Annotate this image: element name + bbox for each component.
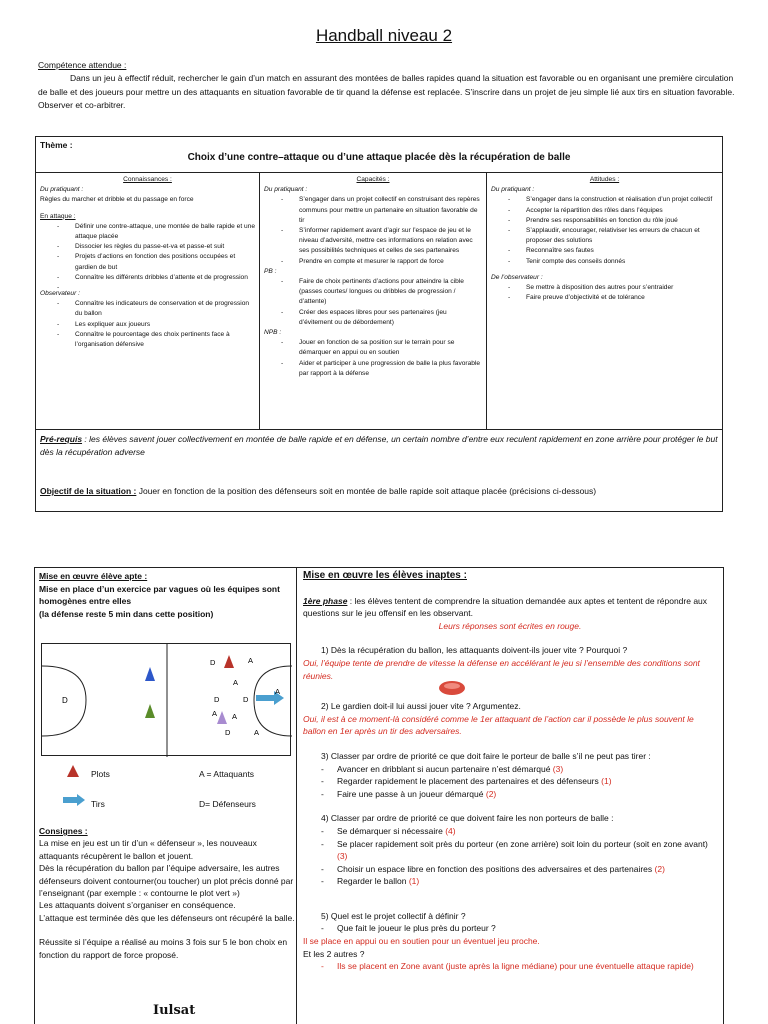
npb-label: NPB : xyxy=(264,329,282,337)
ball-icon xyxy=(438,680,466,696)
competence-body: Dans un jeu à effectif réduit, rechercher le gain d’un match en assurant des montées de balles rapides quand la situation est favorable ou en organisant une première circulation de balle et des joueurs pour mettre un des attaquants en situation favorable de tir quand la défense est replacée. S’inscrire dans un projet de jeu simple lié aux tirs en situation favorable. Observer et co-arbitrer. xyxy=(38,73,735,110)
prerequis xyxy=(40,433,720,459)
list-item: - Faire de choix pertinents d’actions pour atteindre la cible (passes courtes/ longues ou dribbles de progression / d’attente) xyxy=(264,277,482,308)
competence-label: Compétence attendue : xyxy=(38,60,127,70)
list-item: - Créer des espaces libres pour ses partenaires (jeu d’évitement ou de débordement) xyxy=(264,308,482,328)
list-item: - Aider et participer à une progression de balle la plus favorable par rapport à la défense xyxy=(264,359,482,379)
competence-text xyxy=(38,72,738,113)
answer-5: Il se place en appui ou en soutien pour un éventuel jeu proche. xyxy=(303,936,540,947)
attitudes-column xyxy=(487,173,722,430)
list-item: - Accepter la répartition des rôles dans l’équipes xyxy=(491,206,718,216)
inapte-panel xyxy=(297,568,723,1024)
list-item: - Prendre ses responsabilités en fonction du rôle joué xyxy=(491,216,718,226)
answer-1: Oui, l’équipe tente de prendre de vitesse la défense en accélérant le jeu si l’ensemble des conditions sont réunies. xyxy=(303,657,700,681)
question-3: 3) Classer par ordre de priorité ce que doit faire le porteur de balle s’il ne peut pas tirer : xyxy=(321,750,651,761)
list-item: - Jouer en fonction de sa position sur le terrain pour se démarquer en appui ou en soutien xyxy=(264,338,482,358)
list-item: - Connaître les indicateurs de conservation et de progression du ballon xyxy=(40,299,255,319)
list-item: - Se mettre à disposition des autres pour s’entraider xyxy=(491,283,718,293)
objectif-label: Objectif de la situation : xyxy=(40,486,137,496)
list-item: - Choisir un espace libre en fonction des positions des adversaires et des partenaires (2) xyxy=(303,863,717,876)
pb-label: PB : xyxy=(264,267,277,275)
list-item: - S’engager dans la construction et réalisation d’un projet collectif xyxy=(491,195,718,205)
question-2: 2) Le gardien doit-il lui aussi jouer vite ? Argumentez. xyxy=(321,701,521,712)
legend-plots: Plots xyxy=(91,769,110,779)
observateur-label: De l’observateur : xyxy=(491,273,543,281)
list-item: - Reconnaître ses fautes xyxy=(491,246,718,256)
list-item: - Connaître le pourcentage des choix pertinents face à l’organisation défensive xyxy=(40,330,255,350)
cone-red xyxy=(224,655,234,668)
attitudes-subhead: Du pratiquant : xyxy=(491,186,535,194)
field-label-a: A xyxy=(233,678,239,687)
cone-legend-icon xyxy=(66,764,80,778)
connaissances-header: Connaissances : xyxy=(123,176,172,183)
list-item: - Se placer rapidement soit près du porteur (en zone arrière) soit loin du porteur (soit en zone avant) (3) xyxy=(303,838,717,863)
answer-2: Oui, il est à ce moment-là considéré comme le 1er attaquant de l’action car il possède le plus souvent le ballon en 1er après un tir des adversaires. xyxy=(303,713,694,737)
question-5: 5) Quel est le projet collectif à définir ? xyxy=(321,910,466,921)
connaissances-subhead: Du pratiquant : xyxy=(40,186,84,194)
inapte-heading: Mise en œuvre les élèves inaptes : xyxy=(303,570,467,581)
capacites-column xyxy=(260,173,487,430)
columns-row xyxy=(36,173,722,430)
list-item: - Prendre en compte et mesurer le rapport de force xyxy=(264,257,482,267)
apte-heading: Mise en œuvre élève apte : xyxy=(39,571,148,581)
field-label-d: D xyxy=(62,696,68,705)
capacites-subhead: Du pratiquant : xyxy=(264,186,308,194)
apte-panel xyxy=(35,568,297,1024)
theme-table xyxy=(35,136,723,512)
apte-note: (la défense reste 5 min dans cette position) xyxy=(39,608,214,619)
phase-text: : les élèves tentent de comprendre la situation demandée aux aptes et tentent de répondre aux questions sur le jeu offensif en les observant. xyxy=(303,595,708,619)
attitudes-header: Attitudes : xyxy=(589,176,620,183)
legend-defenseurs: D= Défenseurs xyxy=(199,799,256,809)
question-1: 1) Dès la récupération du ballon, les attaquants doivent-ils jouer vite ? Pourquoi ? xyxy=(321,645,628,656)
list-item: - Projets d’actions en fonction des positions occupées et gardien de but xyxy=(40,252,255,272)
field-label-a: A xyxy=(232,712,238,721)
legend-tirs: Tirs xyxy=(91,799,105,809)
observateur-label: Observateur : xyxy=(40,290,80,298)
list-item: - S’engager dans un projet collectif en construisant des repères communs pour mettre un partenaire en situation favorable de tir xyxy=(264,195,482,226)
field-label-a: A xyxy=(212,709,218,718)
note-red: Leurs réponses sont écrites en rouge. xyxy=(438,620,582,631)
en-attaque-label: En attaque : xyxy=(40,212,76,220)
list-item: - S’informer rapidement avant d’agir sur l’espace de jeu et le niveau d’adversité, mettre ces informations en relation avec ses possibilités techniques et celles de ses partenaires xyxy=(264,226,482,257)
field-label-a: A xyxy=(248,656,254,665)
phase-label: 1ère phase xyxy=(303,595,348,606)
consigne-line: Les attaquants doivent s’organiser en conséquence. xyxy=(39,900,236,911)
connaissances-column xyxy=(36,173,260,430)
phase-paragraph xyxy=(303,595,717,620)
consigne-line: La mise en jeu est un tir d’un « défenseur », les nouveaux attaquants récupèrent le ballon et jouent. xyxy=(39,838,257,861)
field-label-d: D xyxy=(210,658,216,667)
list-item: - S’applaudir, encourager, relativiser les erreurs de chacun et proposer des solutions xyxy=(491,226,718,246)
question-5-sub2: Et les 2 autres ? xyxy=(303,948,365,959)
question-5-sub: - Que fait le joueur le plus près du porteur ? xyxy=(303,922,717,935)
list-item: - Les expliquer aux joueurs xyxy=(40,320,255,330)
list-item: - Avancer en dribblant si aucun partenaire n’est démarqué (3) xyxy=(303,763,717,776)
consigne-line: Dès la récupération du ballon par l’équipe adversaire, les autres défenseurs doivent contourner(ou toucher) un plot précis donné par l’enseignant (par exemple : « contourne le plot vert ») xyxy=(39,863,294,899)
prerequis-label: Pré-requis xyxy=(40,434,83,444)
prerequis-text: : les élèves savent jouer collectivement en montée de balle rapide et en défense, un certain nombre d’entre eux reculent rapidement en zone arrière pour protéger le but dès la récupération adverse xyxy=(40,434,718,457)
implementation-table xyxy=(34,567,724,1024)
cone-green xyxy=(145,704,155,718)
consignes-label: Consignes : xyxy=(39,826,88,836)
list-item: - Se démarquer si nécessaire (4) xyxy=(303,825,717,838)
list-item: - Connaître les différents dribbles d’attente et de progression xyxy=(40,273,255,283)
reussite-text: Réussite si l’équipe a réalisé au moins 3 fois sur 5 le bon choix en fonction du rapport de force proposé. xyxy=(39,937,288,960)
field-label-a: A xyxy=(275,687,281,696)
connaissances-line: Règles du marcher et dribble et du passage en force xyxy=(40,196,194,204)
apte-description: Mise en place d’un exercice par vagues où les équipes sont homogènes entre elles xyxy=(39,583,280,606)
list-item: - Dissocier les règles du passe-et-va et passe-et suit xyxy=(40,242,255,252)
theme-title: Choix d’une contre–attaque ou d’une attaque placée dès la récupération de balle xyxy=(187,152,571,163)
question-4: 4) Classer par ordre de priorité ce que doivent faire les non porteurs de balle : xyxy=(321,813,614,824)
list-item: - Faire une passe à un joueur démarqué (2) xyxy=(303,788,717,801)
cone-purple xyxy=(217,711,227,724)
list-item: - Définir une contre-attaque, une montée de balle rapide et une attaque placée xyxy=(40,222,255,242)
field-label-d: D xyxy=(214,695,220,704)
objectif xyxy=(40,486,720,496)
answer-5-2: - Ils se placent en Zone avant (juste après la ligne médiane) pour une éventuelle attaque rapide) xyxy=(303,960,717,973)
list-item: - Tenir compte des conseils donnés xyxy=(491,257,718,267)
objectif-text: Jouer en fonction de la position des défenseurs soit en montée de balle rapide soit attaque placée (précisions ci-dessous) xyxy=(138,486,597,496)
arrow-legend-icon xyxy=(63,794,85,806)
list-item: - Regarder rapidement le placement des partenaires et des défenseurs (1) xyxy=(303,775,717,788)
field-label-d: D xyxy=(243,695,249,704)
list-item: - Regarder le ballon (1) xyxy=(303,875,717,888)
field-diagram xyxy=(41,643,291,756)
cone-blue xyxy=(145,667,155,681)
legend-attaquants: A = Attaquants xyxy=(199,769,255,779)
logo: Iulsat xyxy=(153,1003,196,1018)
field-label-d: D xyxy=(225,728,231,737)
ball-marker-row xyxy=(303,682,717,700)
capacites-header: Capacités : xyxy=(356,176,390,183)
legend xyxy=(63,764,293,814)
field-label-a: A xyxy=(254,728,260,737)
consigne-line: L’attaque est terminée dès que les défenseurs ont récupéré la balle. xyxy=(39,912,295,923)
consignes xyxy=(39,825,295,961)
theme-row xyxy=(36,137,722,173)
document-title: Handball niveau 2 xyxy=(315,26,453,45)
theme-label: Thème : xyxy=(40,140,73,150)
list-item: - Faire preuve d’objectivité et de tolérance xyxy=(491,293,718,303)
